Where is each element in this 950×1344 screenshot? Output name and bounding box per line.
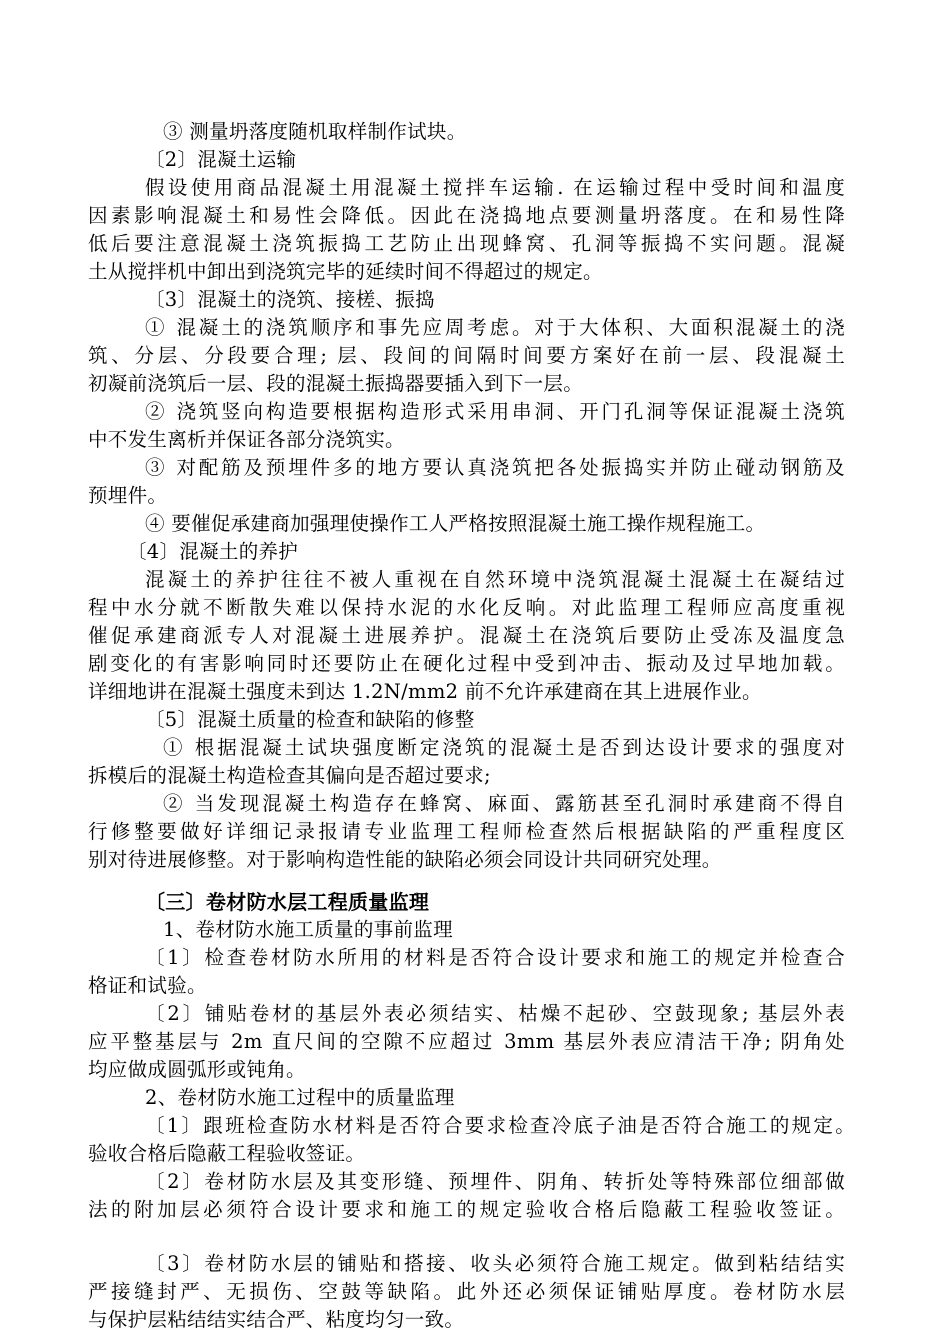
- text-line: 严接缝封严、无损伤、空鼓等缺陷。此外还必须保证铺贴厚度。卷材防水层: [88, 1280, 845, 1303]
- text-line: 〔1〕检查卷材防水所用的材料是否符合设计要求和施工的规定并检查合: [145, 946, 845, 969]
- text-line: ④ 要催促承建商加强理使操作工人严格按照混凝土施工操作规程施工。: [145, 512, 766, 535]
- text-line: 法的附加层必须符合设计要求和施工的规定验收合格后隐蔽工程验收签证。: [88, 1198, 845, 1221]
- text-line: 应平整基层与 2m 直尺间的空隙不应超过 3mm 基层外表应清洁干净; 阴角处: [88, 1030, 845, 1053]
- text-line: ③ 对配筋及预埋件多的地方要认真浇筑把各处振捣实并防止碰动钢筋及: [145, 456, 845, 479]
- text-line: 详细地讲在混凝土强度未到达 1.2N/mm2 前不允许承建商在其上进展作业。: [88, 680, 762, 703]
- text-line: 〔2〕铺贴卷材的基层外表必须结实、枯燥不起砂、空鼓现象; 基层外表: [145, 1002, 845, 1025]
- text-line: 低后要注意混凝土浇筑振捣工艺防止出现蜂窝、孔洞等振捣不实问题。混凝: [88, 232, 845, 255]
- text-line: 程中水分就不断散失难以保持水泥的水化反响。对此监理工程师应高度重视: [88, 596, 845, 619]
- text-line: 剧变化的有害影响同时还要防止在硬化过程中受到冲击、振动及过早地加载。: [88, 652, 845, 675]
- text-line: 〔3〕卷材防水层的铺贴和搭接、收头必须符合施工规定。做到粘结结实: [145, 1252, 845, 1275]
- section-heading: 〔4〕混凝土的养护: [127, 540, 299, 563]
- text-line: 别对待进展修整。对于影响构造性能的缺陷必须会同设计共同研究处理。: [88, 848, 722, 871]
- text-line: 预埋件。: [88, 484, 168, 507]
- section-heading: 〔3〕混凝土的浇筑、接槎、振捣: [145, 288, 435, 311]
- text-line: 均应做成圆弧形或钝角。: [88, 1058, 306, 1081]
- text-line: ② 浇筑竖向构造要根据构造形式采用串洞、开门孔洞等保证混凝土浇筑: [145, 400, 845, 423]
- text-line: 土从搅拌机中卸出到浇筑完毕的延续时间不得超过的规定。: [88, 260, 603, 283]
- text-line: 格证和试验。: [88, 974, 207, 997]
- text-line: 中不发生离析并保证各部分浇筑实。: [88, 428, 405, 451]
- text-line: 催促承建商派专人对混凝土进展养护。混凝土在浇筑后要防止受冻及温度急: [88, 624, 845, 647]
- text-line: ① 根据混凝土试块强度断定浇筑的混凝土是否到达设计要求的强度对: [163, 736, 845, 759]
- text-line: 行修整要做好详细记录报请专业监理工程师检查然后根据缺陷的严重程度区: [88, 820, 845, 843]
- text-line: 因素影响混凝土和易性会降低。因此在浇捣地点要测量坍落度。在和易性降: [88, 204, 845, 227]
- text-line: 〔2〕卷材防水层及其变形缝、预埋件、阴角、转折处等特殊部位细部做: [145, 1170, 845, 1193]
- text-line: ① 混凝土的浇筑顺序和事先应周考虑。对于大体积、大面积混凝土的浇: [145, 316, 845, 339]
- text-line: ② 当发现混凝土构造存在蜂窝、麻面、露筋甚至孔洞时承建商不得自: [163, 792, 845, 815]
- text-line: 〔1〕跟班检查防水材料是否符合要求检查冷底子油是否符合施工的规定。: [145, 1114, 855, 1137]
- text-line: 筑、分层、分段要合理; 层、段间的间隔时间要方案好在前一层、段混凝土: [88, 344, 845, 367]
- text-line: 假设使用商品混凝土用混凝土搅拌车运输. 在运输过程中受时间和温度: [145, 176, 845, 199]
- text-line: 拆模后的混凝土构造检查其偏向是否超过要求;: [88, 764, 491, 787]
- text-line: 与保护层粘结结实结合严、粘度均匀一致。: [88, 1308, 465, 1331]
- section-heading: 〔5〕混凝土质量的检查和缺陷的修整: [145, 708, 475, 731]
- section-heading: 〔2〕混凝土运输: [145, 148, 297, 171]
- text-line: 初凝前浇筑后一层、段的混凝土振捣器要插入到下一层。: [88, 372, 584, 395]
- subsection-heading: 1、卷材防水施工质量的事前监理: [163, 918, 453, 941]
- text-line: ③ 测量坍落度随机取样制作试块。: [163, 120, 467, 143]
- subsection-heading: 2、卷材防水施工过程中的质量监理: [145, 1086, 455, 1109]
- text-line: 混凝土的养护往往不被人重视在自然环境中浇筑混凝土混凝土在凝结过: [145, 568, 845, 591]
- text-line: 验收合格后隐蔽工程验收签证。: [88, 1142, 366, 1165]
- chapter-heading: 〔三〕卷材防水层工程质量监理: [145, 890, 430, 914]
